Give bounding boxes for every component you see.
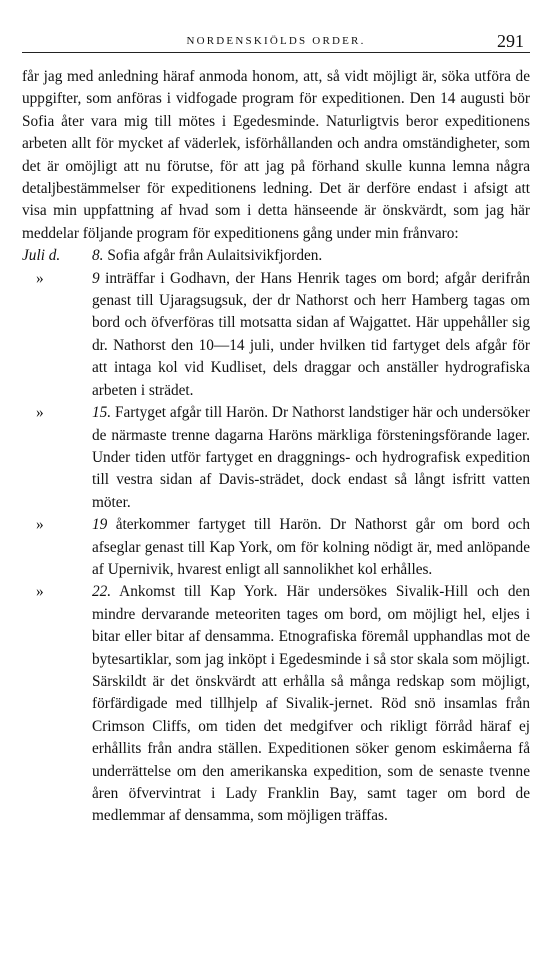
running-header — [0, 33, 552, 53]
ditto-mark: » — [36, 404, 44, 422]
entry-text: Fartyget afgår till Harön. Dr Nathorst landstiger här och undersöker de närmaste trenne dagarna Haröns märkliga försteningsförande lager. Under tiden utför fartyget en draggnings- och hydrografisk expedition till vestra sidan af Davis-strädet, dock endast så långt isfritt vatten möter. — [92, 404, 530, 511]
itinerary-entry-jul-15 — [22, 402, 530, 514]
page-number: 291 — [497, 31, 524, 51]
entry-text: inträffar i Godhavn, der Hans Henrik tages om bord; afgår derifrån genast till Ujaragsugsuk, der dr Nathorst och herr Hamberg tagas om bord och öfverföras till motsatta sidan af Wajgattet. Här uppehåller sig dr. Nathorst den 10—14 juli, under hvilken tid fartyget dels afgår för att intaga kol vid Kudliset, dels draggar och anställer hydrografiska arbeten i strädet. — [92, 269, 531, 399]
ditto-mark: » — [36, 516, 44, 534]
entry-date: 15. — [92, 404, 112, 422]
ditto-mark: » — [36, 583, 44, 601]
entry-month-label: Juli d. — [22, 247, 61, 265]
opening-paragraph: får jag med anledning häraf anmoda honom, att, så vidt möjligt är, söka utföra de uppgifter, som anföras i vidfogade program för expeditionen. Den 14 augusti bör Sofia åter vara mig till mötes i Egedesminde. Naturligtvis beror expeditionens arbeten allt för mycket af väderlek, isförhållanden och andra omständigheter, som det är omöjligt att nu förutse, för att jag på förhand skulle kunna lemna några detaljbestämmelser för expeditionens ledning. Det är derföre endast i afsigt att visa min uppfattning af hvad som i detta hänseende är önskvärdt, som jag här meddelar följande program för expeditionens gång under min frånvaro: — [22, 68, 530, 242]
entry-text: Sofia afgår från Aulaitsivikfjorden. — [107, 247, 323, 265]
itinerary-entry-jul-22 — [22, 581, 530, 827]
entry-text: återkommer fartyget till Harön. Dr Nathorst går om bord och afseglar genast till Kap York, om för kolning nödigt är, med anlöpande af Upernivik, hvarest enligt all sannolikhet kol erhålles. — [92, 516, 530, 578]
itinerary-entry-jul-19 — [22, 514, 530, 581]
itinerary-entry-jul-8 — [22, 245, 530, 267]
header-rule — [22, 52, 530, 53]
running-title: NORDENSKIÖLDS ORDER. — [186, 35, 366, 47]
entry-date: 9 — [92, 269, 100, 287]
entry-date: 19 — [92, 516, 108, 534]
itinerary-entry-jul-9 — [22, 268, 530, 402]
ditto-mark: » — [36, 269, 44, 287]
entry-text: Ankomst till Kap York. Här undersökes Sivalik-Hill och den mindre dervarande meteoriten tages om bord, om möjligt hel, eljes i bitar eller bitar af densamma. Etnografiska föremål upphandlas mot de bytesartiklar, som jag inköpt i Egedesminde i så stor skala som möjligt. Särskildt är det önskvärdt att erhålla så många redskap som möjligt, förfärdigade med tillhjelp af Sivalik-jernet. Röd snö insamlas från Crimson Cliffs, om tiden det medgifver och rikligt förråd häraf ej erhållits från andra ställen. Expeditionen söker genom eskimåerna få underrättelse om den amerikanska expedition, som de senaste tvenne åren öfvervintrat i Lady Franklin Bay, samt tager om bord de medlemmar af densamma, som möjligen träffas. — [92, 583, 530, 825]
entry-date: 8. — [92, 247, 104, 265]
body-text — [22, 66, 530, 828]
entry-date: 22. — [92, 583, 112, 601]
